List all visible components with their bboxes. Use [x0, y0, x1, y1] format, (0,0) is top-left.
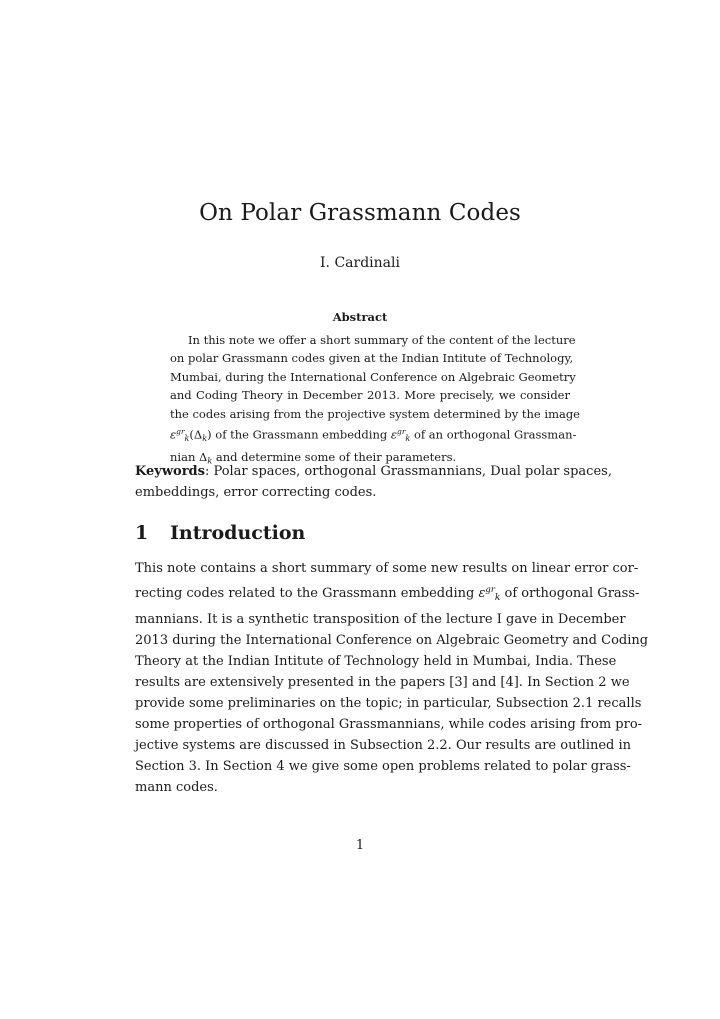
math-sub: k [202, 433, 208, 443]
keywords-text: : Polar spaces, orthogonal Grassmannians, Dual polar spaces, [204, 464, 612, 479]
abstract-line: on polar Grassmann codes given at the Indian Intitute of Technology, [170, 351, 574, 366]
abstract-text: nian Δ [170, 450, 208, 465]
abstract-line: the codes arising from the projective system determined by the image [170, 406, 580, 421]
section-title: Introduction [170, 522, 306, 544]
abstract-line: In this note we offer a short summary of the content of the lecture [188, 333, 576, 347]
section-number: 1 [135, 522, 149, 544]
paragraph-line: This note contains a short summary of some new results on linear error cor- [135, 561, 639, 576]
paragraph-line: mannians. It is a synthetic transposition of the lecture I gave in December [135, 611, 626, 627]
paragraph-line: results are extensively presented in the papers [3] and [4]. In Section 2 we [135, 675, 630, 691]
author-name: I. Cardinali [320, 255, 400, 271]
math-sub: k [184, 433, 190, 443]
paragraph-line: Section 3. In Section 4 we give some open problems related to polar grass- [135, 759, 631, 775]
paragraph-line: jective systems are discussed in Subsection 2.2. Our results are outlined in [135, 738, 632, 754]
abstract-line: and Coding Theory in December 2013. More precisely, we consider [170, 388, 570, 403]
section-heading [135, 522, 305, 544]
keywords-line [135, 462, 612, 483]
math-sub: k [207, 456, 213, 466]
abstract-line [170, 423, 577, 448]
abstract-line: Mumbai, during the International Conference on Algebraic Geometry [170, 369, 576, 384]
math-sup: gr [176, 427, 185, 437]
paragraph-text: of orthogonal Grass- [500, 586, 640, 602]
paragraph-line [135, 579, 640, 609]
paragraph-line: 2013 during the International Conference on Algebraic Geometry and Coding [135, 632, 649, 648]
abstract-text: and determine some of their parameters. [212, 450, 457, 465]
abstract-body [170, 331, 580, 471]
math-epsilon: ε [478, 586, 486, 602]
page-number: 1 [355, 838, 365, 853]
abstract-text: of the Grassmann embedding [211, 427, 391, 442]
keywords-line: embeddings, error correcting codes. [135, 484, 377, 500]
math-sub: k [405, 433, 411, 443]
paragraph-line: provide some preliminaries on the topic; in particular, Subsection 2.1 recalls [135, 696, 642, 712]
keywords-block [135, 462, 612, 503]
abstract-heading: Abstract [332, 310, 388, 324]
introduction-paragraph [135, 558, 649, 798]
math-epsilon: ε [390, 427, 398, 442]
paragraph-line: Theory at the Indian Intitute of Technology held in Mumbai, India. These [135, 653, 617, 669]
math-delta: (Δ [189, 427, 203, 442]
math-paren: ) [207, 427, 212, 442]
paragraph-text: recting codes related to the Grassmann embedding [135, 586, 479, 602]
math-sub: k [494, 592, 501, 603]
math-sup: gr [485, 584, 495, 595]
keywords-label: Keywords [135, 464, 205, 479]
paragraph-line: some properties of orthogonal Grassmannians, while codes arising from pro- [135, 717, 643, 733]
math-sup: gr [397, 427, 406, 437]
paragraph-line: mann codes. [135, 780, 218, 796]
abstract-text: of an orthogonal Grassman- [410, 427, 577, 442]
paper-title: On Polar Grassmann Codes [199, 200, 521, 226]
math-epsilon: ε [170, 427, 177, 442]
